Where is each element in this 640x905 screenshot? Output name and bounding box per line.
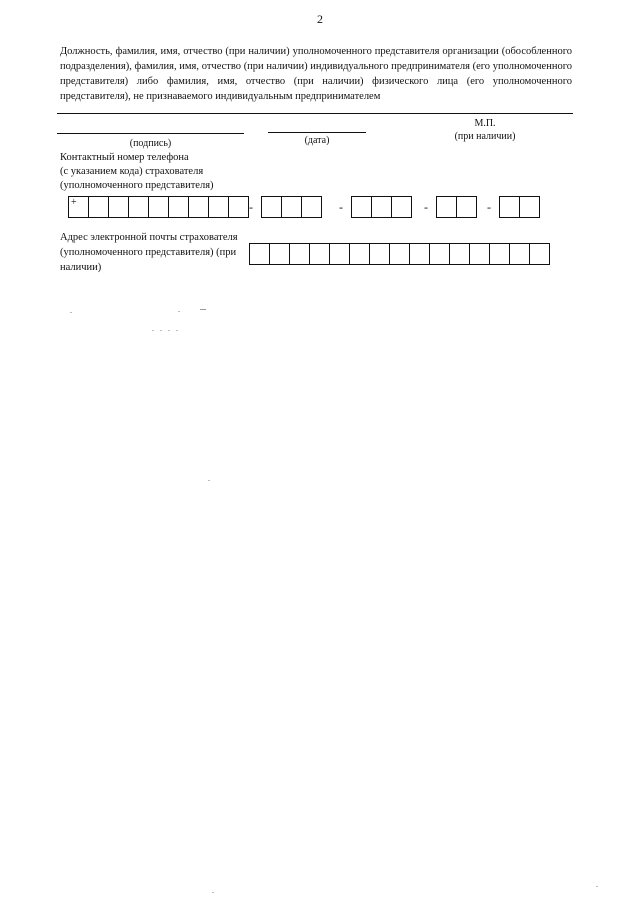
email-cell[interactable] [329, 243, 350, 265]
page-number: 2 [317, 12, 323, 26]
representative-description: Должность, фамилия, имя, отчество (при наличии) уполномоченного представителя организации (обособленного подразделения), фамилия, имя, отчество (при наличии) индивидуального предпринимателя (его уполномоченного представителя) либо фамилия, имя, отчество (при наличии) физического лица (его уполномоченного представителя), не признаваемого индивидуальным предпринимателем [60, 46, 572, 102]
email-cell[interactable] [389, 243, 410, 265]
phone-cell[interactable] [391, 196, 412, 218]
email-cell[interactable] [309, 243, 330, 265]
scan-speck [160, 330, 162, 331]
date-line[interactable] [268, 132, 366, 133]
phone-separator: - [424, 200, 428, 214]
phone-country-cells [68, 196, 249, 218]
phone-cell[interactable] [436, 196, 457, 218]
scan-speck [200, 309, 206, 310]
phone-label-line1: Контактный номер телефона [60, 152, 189, 163]
phone-cell[interactable] [88, 196, 109, 218]
email-label-line2: (уполномоченного представителя) (при [60, 247, 237, 258]
phone-cell[interactable] [456, 196, 477, 218]
phone-separator: - [249, 200, 253, 214]
email-cell[interactable] [429, 243, 450, 265]
phone-group-2 [261, 196, 322, 218]
signature-line[interactable] [57, 133, 244, 134]
phone-cell[interactable] [188, 196, 209, 218]
email-cell[interactable] [469, 243, 490, 265]
scan-speck [176, 330, 178, 331]
scan-speck [178, 311, 180, 312]
phone-cell[interactable] [208, 196, 229, 218]
phone-label-line3: (уполномоченного представителя) [60, 180, 214, 191]
phone-cell[interactable] [228, 196, 249, 218]
phone-label-line2: (с указанием кода) страхователя [60, 166, 204, 177]
phone-cell[interactable] [281, 196, 302, 218]
phone-separator: - [487, 200, 491, 214]
phone-cell[interactable] [499, 196, 520, 218]
phone-cell[interactable] [519, 196, 540, 218]
stamp-caption: (при наличии) [454, 131, 516, 142]
email-cell[interactable] [529, 243, 550, 265]
email-cell[interactable] [489, 243, 510, 265]
email-cell[interactable] [249, 243, 270, 265]
scan-speck [212, 892, 214, 893]
phone-separator: - [339, 200, 343, 214]
phone-cell[interactable] [168, 196, 189, 218]
signature-caption: (подпись) [129, 138, 172, 149]
phone-group-4 [436, 196, 477, 218]
email-cells [249, 243, 550, 265]
scan-speck [208, 480, 210, 481]
scan-speck [70, 312, 72, 313]
email-cell[interactable] [349, 243, 370, 265]
phone-cell[interactable] [128, 196, 149, 218]
name-line[interactable] [57, 113, 573, 114]
scan-speck [168, 330, 170, 331]
phone-cell[interactable] [148, 196, 169, 218]
phone-group-5 [499, 196, 540, 218]
phone-group-3 [351, 196, 412, 218]
stamp-label: М.П. [474, 118, 496, 129]
phone-cell[interactable] [261, 196, 282, 218]
email-label-line3: наличии) [60, 262, 102, 273]
scan-speck [152, 330, 154, 331]
plus-sign: + [71, 197, 77, 208]
email-cell[interactable] [409, 243, 430, 265]
scan-speck [596, 886, 598, 887]
phone-cell[interactable] [301, 196, 322, 218]
phone-cell[interactable] [351, 196, 372, 218]
email-cell[interactable] [289, 243, 310, 265]
phone-plus-cell[interactable] [68, 196, 89, 218]
email-label-line1: Адрес электронной почты страхователя [60, 232, 238, 243]
email-cell[interactable] [449, 243, 470, 265]
phone-cell[interactable] [371, 196, 392, 218]
phone-cell[interactable] [108, 196, 129, 218]
date-caption: (дата) [304, 135, 330, 146]
email-cell[interactable] [369, 243, 390, 265]
email-cell[interactable] [269, 243, 290, 265]
email-cell[interactable] [509, 243, 530, 265]
